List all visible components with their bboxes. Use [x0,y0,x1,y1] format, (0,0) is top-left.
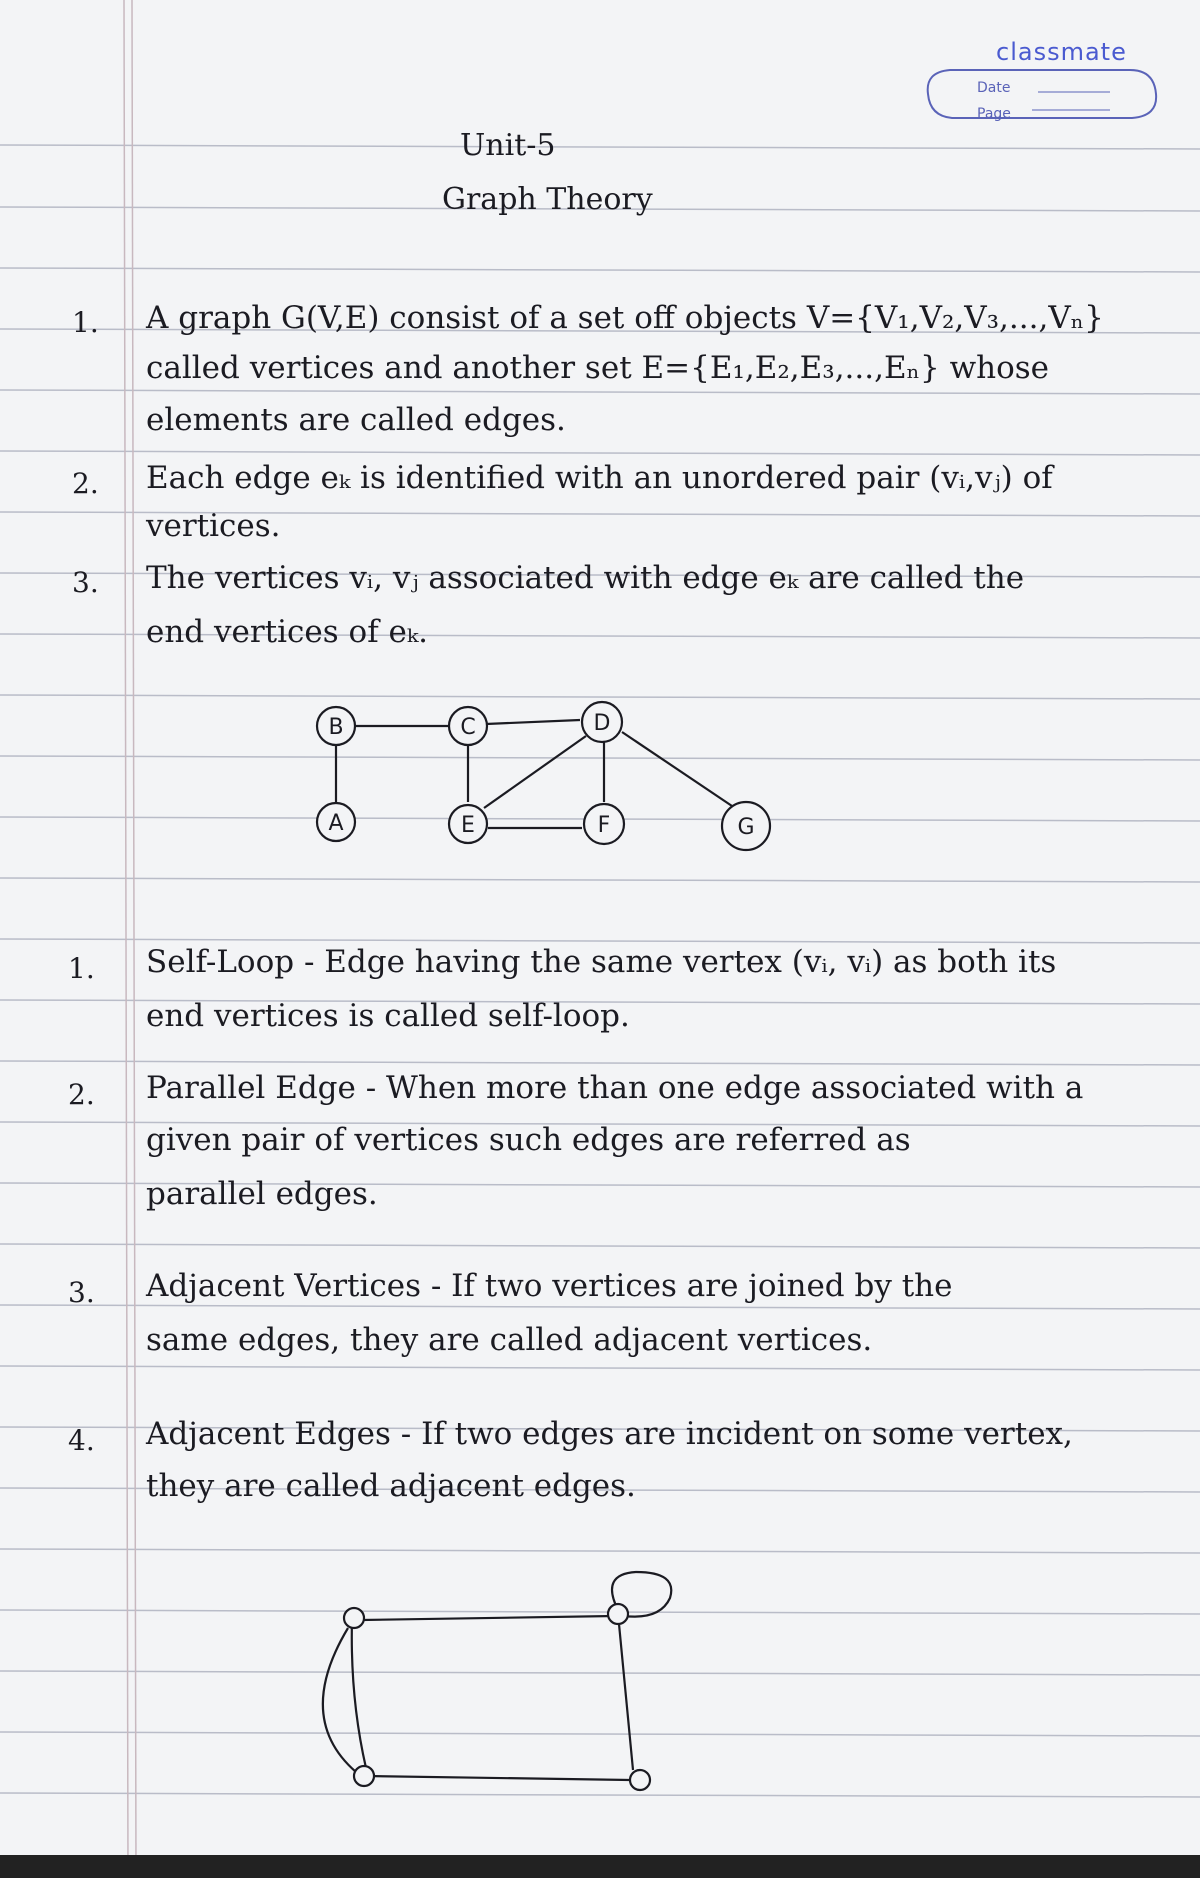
edge-right [619,1624,633,1770]
item-number: 1. [72,306,99,339]
unit-title: Unit-5 [460,128,556,163]
date-page-box [920,62,1164,126]
node-label-b: B [328,715,344,740]
text-line: The vertices vᵢ, vⱼ associated with edge eₖ are called the [146,560,1025,596]
graph-diagram-2 [300,1568,700,1808]
node-label-a: A [328,811,344,836]
node-label-g: G [737,815,755,840]
node-label-f: F [597,813,611,838]
item-number: 1. [68,952,95,985]
date-label: Date [977,80,1011,96]
definition-line: Parallel Edge - When more than one edge associated with a [146,1070,1084,1106]
definition-line: parallel edges. [146,1176,378,1212]
text-line: vertices. [146,508,281,544]
edge-c-d [486,720,580,724]
definition-line: Self-Loop - Edge having the same vertex (vᵢ, vᵢ) as both its [146,944,1057,980]
edge-top [362,1616,614,1620]
node-label-c: C [460,715,476,740]
page-shadow-edge [0,1855,1200,1878]
page-label: Page [977,106,1011,122]
item-number: 4. [68,1424,95,1457]
definition-line: Adjacent Edges - If two edges are incident on some vertex, [146,1416,1073,1452]
definition-line: same edges, they are called adjacent vertices. [146,1322,873,1358]
vertex-bottom-left [354,1766,374,1786]
text-line: A graph G(V,E) consist of a set off objects V={V₁,V₂,V₃,...,Vₙ} [146,300,1104,336]
item-number: 3. [68,1276,95,1309]
node-label-d: D [593,711,611,736]
text-line: Each edge eₖ is identified with an unordered pair (vᵢ,vⱼ) of [146,460,1053,496]
text-line: called vertices and another set E={E₁,E₂,E₃,...,Eₙ} whose [146,350,1050,386]
topic-title: Graph Theory [442,182,653,217]
brand-logo: classmate [996,38,1127,66]
vertex-bottom-right [630,1770,650,1790]
item-number: 3. [72,566,99,599]
graph-diagram-1 [300,690,800,870]
vertex-top-left [344,1608,364,1628]
vertex-top-right [608,1604,628,1624]
item-number: 2. [72,467,99,500]
text-line: elements are called edges. [146,402,566,438]
definition-line: Adjacent Vertices - If two vertices are joined by the [146,1268,953,1304]
text-line: end vertices of eₖ. [146,614,429,650]
definition-line: they are called adjacent edges. [146,1468,636,1504]
definition-line: end vertices is called self-loop. [146,998,630,1034]
item-number: 2. [68,1078,95,1111]
node-label-e: E [461,813,475,838]
edge-d-g [622,732,732,806]
parallel-edge-1 [352,1620,366,1768]
definition-line: given pair of vertices such edges are referred as [146,1122,911,1158]
edge-bottom [366,1776,630,1780]
edge-d-e [484,736,586,808]
